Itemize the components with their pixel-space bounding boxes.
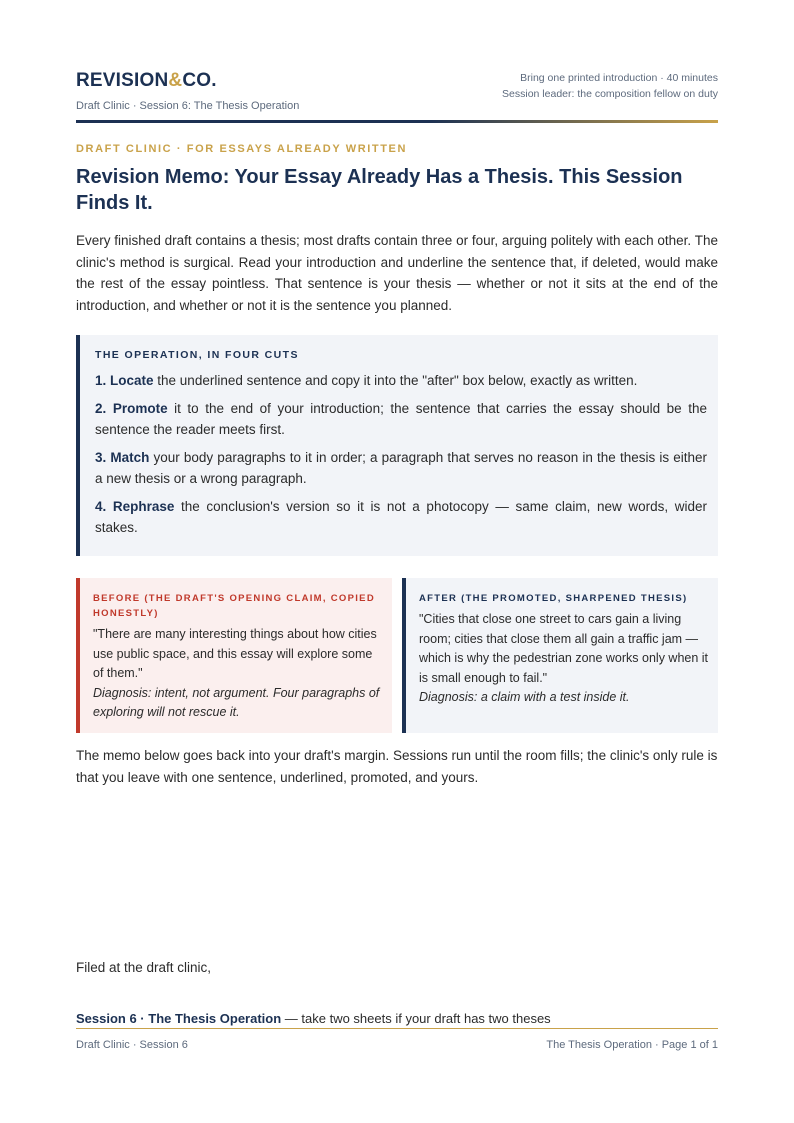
header-divider [76, 120, 718, 123]
footer-session-note: — take two sheets if your draft has two theses [281, 1011, 551, 1026]
operation-steps [95, 370, 707, 545]
brand-ampersand: & [168, 70, 183, 91]
step-text: the underlined sentence and copy it into the "after" box below, exactly as written. [153, 373, 638, 388]
footer-session-title: Session 6 · The Thesis Operation [76, 1011, 282, 1026]
closing-paragraph: The memo below goes back into your draft's margin. Sessions run until the room fills; the clinic's only rule is that you leave with one sentence, underlined, promoted, and yours. [76, 748, 718, 785]
header-subtitle: Draft Clinic · Session 6: The Thesis Operation [76, 100, 300, 112]
step-lead: 3. Match [95, 450, 150, 465]
before-panel [76, 578, 392, 733]
brand-name: REVISION [76, 70, 169, 91]
step-text: it to the end of your introduction; the sentence that carries the essay should be the sentence the reader meets first. [95, 401, 707, 437]
page-header [76, 70, 718, 122]
after-heading: AFTER (THE PROMOTED, SHARPENED THESIS) [419, 593, 688, 604]
brand-logo [76, 70, 217, 92]
operation-step [95, 496, 707, 538]
step-lead: 2. Promote [95, 401, 168, 416]
before-quote [93, 625, 383, 723]
after-quote [419, 610, 709, 708]
after-quote-text: "Cities that close one street to cars gain a living room; cities that close them all gain a traffic jam — which is why the pedestrian zone works only when it is small enough to fail." [419, 612, 709, 685]
footer-page-number: The Thesis Operation · Page 1 of 1 [546, 1039, 718, 1051]
header-meta-line-2: Session leader: the composition fellow on duty [502, 88, 718, 100]
page-title: Revision Memo: Your Essay Already Has a Thesis. This Session Finds It. [76, 166, 683, 214]
before-heading: BEFORE (THE DRAFT'S OPENING CLAIM, COPIED HONESTLY) [93, 593, 375, 619]
step-lead: 1. Locate [95, 373, 154, 388]
header-meta-line-1: Bring one printed introduction · 40 minutes [520, 72, 718, 84]
after-diagnosis: Diagnosis: a claim with a test inside it. [419, 690, 630, 704]
footer-divider [76, 1028, 718, 1029]
header-meta [502, 70, 718, 102]
memo-page [76, 0, 718, 1123]
footer-left: Draft Clinic · Session 6 [76, 1039, 188, 1051]
intro-paragraph: Every finished draft contains a thesis; most drafts contain three or four, arguing politely with each other. The clinic's method is surgical. Read your introduction and underline the sentence that, if deleted, would make the rest of the essay pointless. That sentence is your thesis — whether or not it sits at the end of the introduction, and whether or not it is the sentence you planned. [76, 233, 718, 313]
footer-session-line [76, 1011, 551, 1026]
operation-step [95, 370, 707, 391]
operation-heading: THE OPERATION, IN FOUR CUTS [95, 349, 299, 361]
filed-line: Filed at the draft clinic, [76, 960, 212, 975]
step-text: the conclusion's version so it is not a photocopy — same claim, new words, wider stakes. [95, 499, 708, 535]
step-text: your body paragraphs to it in order; a paragraph that serves no reason in the thesis is either a new thesis or a wrong paragraph. [95, 450, 707, 486]
after-panel [402, 578, 718, 733]
before-quote-text: "There are many interesting things about how cities use public space, and this essay will explore some of them." [93, 627, 377, 680]
step-lead: 4. Rephrase [95, 499, 175, 514]
before-diagnosis: Diagnosis: intent, not argument. Four paragraphs of exploring will not rescue it. [93, 685, 380, 719]
brand-suffix: CO. [182, 70, 217, 91]
operation-step [95, 447, 707, 489]
operation-box [76, 335, 718, 556]
kicker: DRAFT CLINIC · FOR ESSAYS ALREADY WRITTEN [76, 143, 408, 155]
operation-step [95, 398, 707, 440]
